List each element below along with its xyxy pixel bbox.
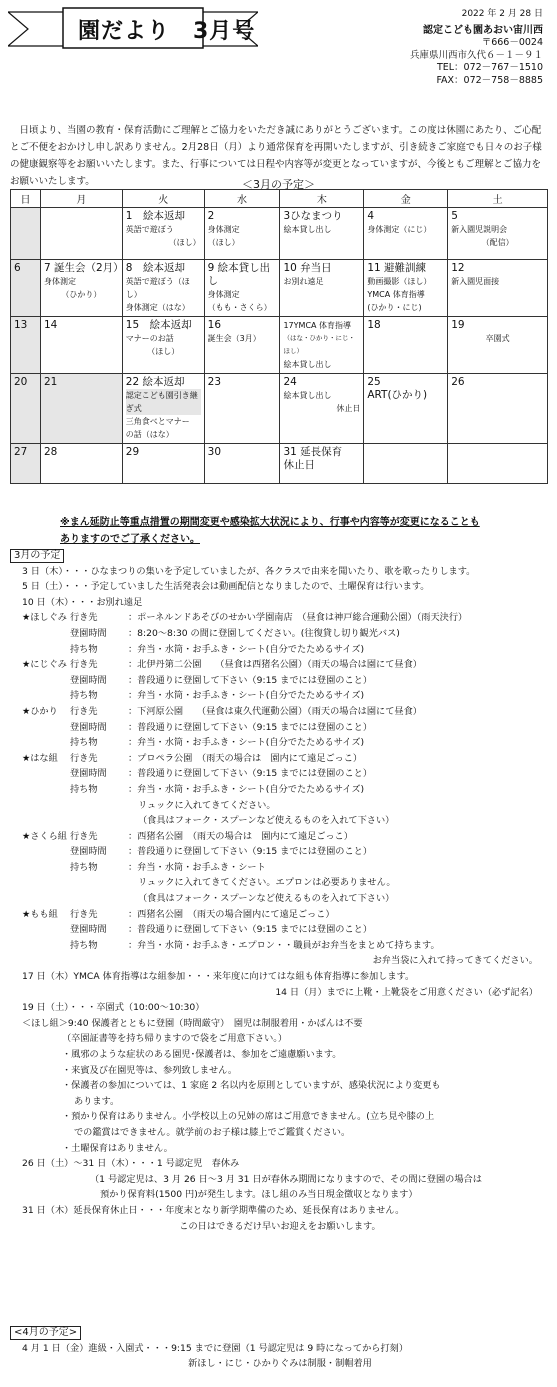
cal-entry: 誕生会（3月） — [207, 334, 261, 343]
item-key: 行き先 — [70, 612, 98, 624]
cal-entry: 8 絵本返却 — [125, 262, 185, 274]
april-heading: <4月の予定> — [10, 1326, 81, 1340]
cal-entry: 13 — [14, 319, 28, 331]
cal-entry: 31 延長保育 — [283, 446, 343, 458]
cal-entry: （もも・さくら） — [207, 303, 272, 312]
item-value: ：北伊丹第二公園 （昼食は西猪名公園）（雨天の場合は園にて昼食） — [128, 659, 422, 671]
item-value: ：普段通りに登園して下さい（9:15 までには登園のこと） — [128, 924, 373, 936]
cal-entry: 2 — [207, 210, 215, 222]
cal-entry: 3ひなまつり — [283, 210, 343, 222]
cal-entry: 絵本貸し出し — [283, 360, 332, 369]
cal-entry: 19 — [451, 319, 465, 331]
cal-cell — [11, 208, 41, 260]
cal-entry: 27 — [14, 446, 28, 458]
cal-entry: 認定こども園引き継ぎ式 — [126, 389, 201, 415]
item-note: リュックに入れてきてください。 — [138, 799, 276, 811]
schedule-line: 17 日（木）YMCA 体育指導はな組参加・・・来年度に向けてはな組も体育指導に参加します。 — [22, 971, 415, 983]
item-key: 登園時間 — [70, 924, 107, 936]
schedule-line: 26 日（土）～31 日（木）・・・1 号認定児 春休み — [22, 1158, 240, 1170]
cal-entry: 11 避難訓練 — [367, 262, 427, 274]
cal-entry: （ほし） — [147, 347, 180, 356]
cal-entry: （ひかり） — [61, 290, 102, 299]
schedule-line: この日はできるだけ早いお迎えをお願いします。 — [179, 1220, 381, 1232]
item-value: ：ポーネルンドあそびのせかい学園南店 （昼食は神戸総合運動公園）（雨天決行） — [128, 612, 468, 624]
cal-cell — [122, 260, 204, 317]
postal-code: 〒666－0024 — [481, 37, 543, 48]
cal-entry: マナーのお話 — [125, 334, 174, 343]
cal-entry: 6 — [14, 262, 21, 274]
cal-cell — [448, 260, 548, 317]
cal-cell — [280, 208, 364, 260]
item-value: ：普段通りに登園して下さい（9:15 までには登園のこと） — [128, 674, 373, 686]
item-note: お弁当袋に入れて持ってきてください。 — [372, 955, 538, 967]
intro-paragraph: 日頃より、当園の教育・保育活動にご理解とご協力をいただき誠にありがとうございます。この度は休園にあたり、ご心配とご不便をおかけし申し訳ありません。2月28日（月）より通常保育を再開いたしますが、引き続きご家庭でも日々のお子様の健康観察等をお願いいたします。また、行事については日程や内容等が変更となっていますが、今後ともご理解とご協力をお願いいたします。 — [10, 125, 542, 187]
ceremony-note: ・風邪のような症状のある園児･保護者は、参加をご遠慮願います。 — [62, 1049, 342, 1060]
cal-entry: 24 — [283, 376, 297, 388]
item-key: 持ち物 — [70, 643, 98, 655]
item-value: ：下河原公園 （昼食は東久代運動公園）（雨天の場合は園にて昼食） — [128, 705, 422, 717]
schedule-line: 新ほし・にじ・ひかりぐみは制服・制帽着用 — [188, 1358, 372, 1370]
item-key: 登園時間 — [70, 627, 107, 639]
cal-entry: 新入園児面接 — [451, 277, 500, 286]
cal-entry: 7 誕生会（2月） — [43, 262, 124, 274]
cal-entry: 5 — [451, 210, 458, 222]
item-key: 持ち物 — [70, 939, 98, 951]
fax: FAX：072－758－8885 — [436, 74, 543, 86]
notice-line: ※まん延防止等重点措置の期間変更や感染拡大状況により、行事や内容等が変更になることも — [60, 517, 480, 528]
cal-cell — [11, 317, 41, 374]
cal-entry: （ほし） — [207, 238, 240, 247]
item-value: ：弁当・水筒・お手ふき・エプロン・・職員がお弁当をまとめて持ちます。 — [128, 939, 440, 951]
cal-cell — [40, 374, 122, 444]
cal-entry: 休止日 — [283, 459, 315, 471]
cal-entry: 9 絵本貸し出し — [207, 262, 271, 287]
telephone: TEL：072－767－1510 — [436, 62, 543, 73]
item-note: （食具はフォーク・スプーンなど使えるものを入れて下さい） — [138, 893, 395, 905]
item-value: ：弁当・水筒・お手ふき・シート(自分でたためるサイズ) — [128, 690, 365, 702]
issue-date: 2022 年 2 月 28 日 — [461, 9, 543, 19]
item-value: ：8:20～8:30 の間に登園してください。(往復貸し切り観光バス) — [128, 627, 400, 639]
cal-entry: ART(ひかり) — [367, 389, 428, 401]
newsletter-title: 園だより 3月号 — [78, 19, 256, 44]
cal-cell — [364, 208, 448, 260]
schedule-line: （卒園証書等を持ち帰りますので袋をご用意下さい。） — [62, 1033, 288, 1045]
class-name: ★もも組 — [22, 908, 58, 920]
cal-entry: お別れ遠足 — [283, 277, 324, 286]
item-note: リュックに入れてきてください。エプロンは必要ありません。 — [138, 877, 396, 889]
class-name: ★にじぐみ — [22, 659, 67, 671]
schedule-line: 3 日（木）・・・ひなまつりの集いを予定していましたが、各クラスで由来を聞いたり、歌を歌ったりします。 — [22, 565, 476, 577]
day-fri: 金 — [364, 190, 448, 208]
cal-entry: 三角食べとマナー — [125, 417, 190, 426]
cal-cell — [204, 208, 280, 260]
cal-cell — [204, 374, 280, 444]
calendar-header-row — [11, 190, 548, 208]
item-key: 登園時間 — [70, 721, 107, 733]
cal-cell — [122, 208, 204, 260]
calendar-week-5 — [11, 444, 548, 484]
cal-entry: 21 — [43, 376, 58, 388]
class-name: ★はな組 — [22, 752, 58, 764]
item-key: 持ち物 — [70, 737, 98, 749]
cal-entry: 身体測定（にじ） — [367, 225, 432, 234]
schedule-line: 10 日（木）・・・お別れ遠足 — [22, 596, 143, 608]
cal-cell — [204, 444, 280, 484]
cal-entry: 身体測定 — [43, 277, 76, 286]
calendar-week-1 — [11, 208, 548, 260]
item-value: ：西猪名公園 （雨天の場合は 園内にて遠足ごっこ） — [128, 830, 353, 842]
cal-entry: 22 絵本返却 — [125, 376, 185, 388]
cal-entry: 英語で遊ぼう（ほし） — [125, 277, 190, 299]
cal-entry: 16 — [207, 319, 222, 331]
item-value: ：弁当・水筒・お手ふき・シート(自分でたためるサイズ) — [128, 737, 365, 749]
item-key: 行き先 — [70, 705, 98, 717]
class-name: ★さくら組 — [22, 830, 67, 842]
item-key: 持ち物 — [70, 783, 98, 795]
cal-cell — [40, 260, 122, 317]
ceremony-note: ・預かり保育はありません。小学校以上の兄姉の席はご用意できません。(立ち見や膝の上 — [62, 1111, 435, 1123]
cal-entry: 身体測定 — [207, 225, 240, 234]
ceremony-note: ・保護者の参加については、1 家庭 2 名以内を原則としていますが、感染状況により変更も — [62, 1080, 441, 1092]
cal-cell — [204, 260, 280, 317]
ceremony-note: ・土曜保育はありません。 — [62, 1142, 173, 1154]
cal-cell — [448, 317, 548, 374]
cal-entry: （ほし） — [168, 238, 201, 247]
item-value: ：普段通りに登園して下さい（9:15 までには登園のこと） — [128, 768, 373, 780]
ceremony-note: あります。 — [74, 1095, 120, 1107]
cal-cell — [40, 208, 122, 260]
item-key: 行き先 — [70, 830, 98, 842]
ceremony-note: ・来賓及び在園児等は、参列致しません。 — [62, 1064, 238, 1076]
day-tue: 火 — [122, 190, 204, 208]
cal-entry: 29 — [125, 446, 140, 458]
march-schedule — [10, 548, 550, 1234]
cal-entry: 15 絵本返却 — [125, 319, 192, 331]
march-calendar — [10, 189, 548, 484]
cal-entry: 20 — [14, 376, 28, 388]
day-sun: 日 — [11, 190, 41, 208]
cal-entry: の話（はな） — [125, 430, 174, 439]
cal-entry: 10 弁当日 — [283, 262, 332, 274]
schedule-line: 5 日（土）・・・予定していました生活発表会は動画配信となりましたので、土曜保育は行います。 — [22, 581, 430, 593]
item-key: 登園時間 — [70, 768, 107, 780]
cal-cell — [280, 444, 364, 484]
schedule-line: 14 日（月）までに上靴・上靴袋をご用意ください（必ず記名） — [275, 986, 538, 998]
cal-cell — [122, 374, 204, 444]
cal-entry: 絵本貸し出し — [283, 391, 332, 400]
item-key: 登園時間 — [70, 674, 107, 686]
schedule-line: 19 日（土）・・・卒園式（10:00～10:30） — [22, 1002, 205, 1014]
schedule-line: 31 日（木）延長保育休止日・・・年度末となり新学期準備のため、延長保育はありません。 — [22, 1204, 405, 1216]
cal-cell — [448, 208, 548, 260]
cal-cell — [280, 374, 364, 444]
item-value: ：普段通りに登園して下さい（9:15 までには登園のこと） — [128, 721, 373, 733]
calendar-week-2 — [11, 260, 548, 317]
cal-cell — [364, 317, 448, 374]
cal-entry: 身体測定 — [207, 290, 240, 299]
cal-entry: 卒園式 — [485, 334, 510, 343]
item-value: ：弁当・水筒・お手ふき・シート — [128, 861, 266, 873]
cal-entry: 23 — [207, 376, 222, 388]
cal-cell — [364, 444, 448, 484]
cal-cell — [448, 444, 548, 484]
cal-cell — [280, 317, 364, 374]
schedule-line: 預かり保育料(1500 円)が発生します。ほし組のみ当日現金徴収となります） — [100, 1189, 418, 1201]
cal-cell — [364, 260, 448, 317]
cal-cell — [11, 374, 41, 444]
cal-entry: 絵本貸し出し — [283, 225, 332, 234]
item-key: 持ち物 — [70, 861, 98, 873]
cal-entry: 1 絵本返却 — [125, 210, 185, 222]
schedule-line: （1 号認定児は、3 月 26 日～3 月 31 日が春休み期間になりますので、その間に登園の場合は — [90, 1173, 482, 1185]
ceremony-note: での鑑賞はできません。就学前のお子様は膝上でご鑑賞ください。 — [74, 1126, 351, 1138]
item-value: ：プロペラ公園 （雨天の場合は 園内にて遠足ごっこ） — [128, 752, 363, 764]
cal-entry: （はな・ひかり・にじ・ほし） — [283, 334, 355, 355]
cal-entry: 17YMCA 体育指導 — [283, 321, 352, 330]
cal-entry: 14 — [43, 319, 58, 331]
cal-entry: 新入園児説明会 — [451, 225, 508, 234]
cal-entry: YMCA 体育指導 — [367, 290, 425, 299]
day-mon: 月 — [40, 190, 122, 208]
item-note: （食具はフォーク・スプーンなど使えるものを入れて下さい） — [138, 815, 395, 827]
item-value: ：弁当・水筒・お手ふき・シート(自分でたためるサイズ) — [128, 783, 365, 795]
day-sat: 土 — [448, 190, 548, 208]
cal-entry: 30 — [207, 446, 222, 458]
change-notice — [60, 514, 520, 548]
school-name: 認定こども園あおい宙川西 — [423, 24, 543, 36]
calendar-week-3 — [11, 317, 548, 374]
item-value: ：弁当・水筒・お手ふき・シート(自分でたためるサイズ) — [128, 643, 365, 655]
title-banner — [8, 6, 258, 52]
calendar-title: ＜3月の予定＞ — [242, 178, 315, 191]
cal-cell — [364, 374, 448, 444]
address: 兵庫県川西市久代６－１－９１ — [409, 49, 543, 61]
cal-entry: 28 — [43, 446, 58, 458]
april-schedule — [10, 1325, 550, 1372]
item-value: ：西猪名公園 （雨天の場合園内にて遠足ごっこ） — [128, 908, 335, 920]
day-thu: 木 — [280, 190, 364, 208]
cal-entry: （配信） — [481, 238, 514, 247]
calendar-week-4 — [11, 374, 548, 444]
cal-entry: 英語で遊ぼう — [125, 225, 174, 234]
item-value: ：普段通りに登園して下さい（9:15 までには登園のこと） — [128, 846, 373, 858]
cal-entry: 身体測定（はな） — [125, 303, 190, 312]
schedule-line: ＜ほし組＞9:40 保護者とともに登園（時間厳守） 園児は制服着用・かばんは不要 — [22, 1017, 363, 1029]
cal-cell — [122, 317, 204, 374]
cal-cell — [40, 317, 122, 374]
notice-line: ありますのでご了承ください。 — [60, 534, 200, 545]
class-name: ★ほしぐみ — [22, 612, 67, 624]
march-heading: 3月の予定 — [10, 549, 64, 563]
cal-cell — [122, 444, 204, 484]
cal-entry: 休止日 — [336, 404, 361, 413]
cal-cell — [40, 444, 122, 484]
item-key: 行き先 — [70, 752, 98, 764]
cal-entry: 18 — [367, 319, 381, 331]
cal-cell — [204, 317, 280, 374]
schedule-line: 4 月 1 日（金）進級・入園式・・・9:15 までに登園（1 号認定児は 9 時になってから打刻） — [22, 1342, 409, 1354]
cal-entry: 12 — [451, 262, 465, 274]
cal-entry: 25 — [367, 376, 381, 388]
cal-cell — [448, 374, 548, 444]
item-key: 登園時間 — [70, 846, 107, 858]
cal-entry: 4 — [367, 210, 375, 222]
cal-entry: (ひかり・にじ) — [367, 303, 422, 312]
item-key: 持ち物 — [70, 690, 98, 702]
class-name: ★ひかり — [22, 705, 58, 717]
cal-cell — [11, 444, 41, 484]
school-info — [410, 8, 543, 87]
cal-entry: 26 — [451, 376, 465, 388]
item-key: 行き先 — [70, 908, 98, 920]
cal-cell — [11, 260, 41, 317]
item-key: 行き先 — [70, 659, 98, 671]
cal-cell — [280, 260, 364, 317]
cal-entry: 動画撮影（ほし） — [367, 277, 432, 286]
day-wed: 水 — [204, 190, 280, 208]
